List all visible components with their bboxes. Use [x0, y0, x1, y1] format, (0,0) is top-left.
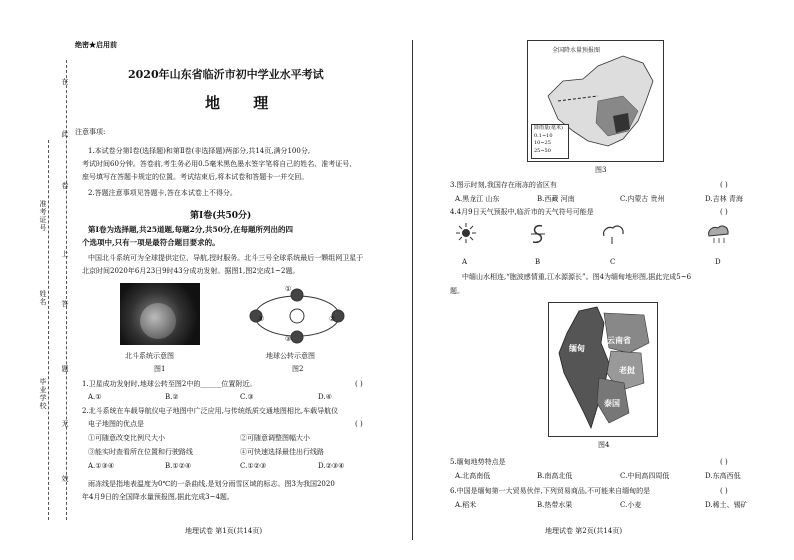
orbit-point: ③	[285, 335, 292, 343]
q5-option[interactable]: A.北高南低	[455, 472, 491, 480]
q4-paren: ( )	[720, 208, 728, 216]
q2-paren: ( )	[355, 420, 363, 428]
section-title: 第Ⅰ卷(共50分)	[190, 211, 252, 221]
passage-line: 北京时间2020年6月23日9时43分成功发射。据图1,图2完成1~2题。	[82, 267, 300, 275]
legend-title: 降雨量(毫米)	[534, 125, 563, 131]
earth-icon	[140, 303, 176, 339]
page-footer: 地理试卷 第1页(共14页)	[185, 527, 263, 535]
q3-option[interactable]: C.内蒙古 贵州	[620, 195, 665, 203]
q2-option[interactable]: D.②③④	[318, 462, 345, 470]
legend-item: 25~50	[534, 147, 551, 154]
map-label-yunnan: 云南省	[607, 335, 631, 345]
map-label-laos: 老挝	[619, 365, 635, 375]
seal-char: 此	[61, 130, 69, 138]
q3-text: 3.图示时刻,我国存在雨冻的省区有	[450, 181, 557, 189]
q2-text: 电子地图的优点是	[88, 420, 144, 428]
fig3-label: 图3	[595, 166, 607, 174]
passage-line: 雨冻线是指地表温度为0℃的一条曲线,是划分雨雪区域的标志。图3为我国2020	[88, 480, 335, 488]
q3-paren: ( )	[720, 181, 728, 189]
q2-option[interactable]: A.①③④	[88, 462, 115, 470]
fig1-satellite-image	[120, 283, 200, 345]
name-label: 姓名	[39, 290, 47, 306]
fig4-label: 图4	[598, 441, 610, 449]
section-desc: 个选项中,只有一项是最符合题目要求的。	[82, 238, 220, 247]
q2-statement: ②可随意调整图幅大小	[240, 434, 310, 442]
legend-item: 0.1~10	[534, 132, 553, 139]
exam-title: 2020年山东省临沂市初中学业水平考试	[128, 68, 324, 81]
q2-statement: ④可快速选择最佳出行线路	[240, 448, 324, 456]
fig4-myanmar-map	[548, 302, 658, 437]
q5-text: 5.缅甸地势特点是	[450, 458, 506, 466]
fig3-title: 全国降水量预报图	[552, 47, 601, 54]
q3-option[interactable]: A.黑龙江 山东	[455, 195, 500, 203]
myanmar-map-icon	[549, 303, 657, 436]
q6-text: 6.中国是缅甸第一大贸易伙伴,下列贸易商品,不可能来自缅甸的是	[450, 487, 651, 495]
legend-item: 10~25	[534, 140, 551, 146]
map-label-myanmar: 缅甸	[569, 343, 585, 353]
seal-char: 无	[61, 420, 69, 428]
passage-line: 中缅山水相连,“胞波感情重,江水源源长”。图4为缅甸地形图,据此完成5~6	[462, 273, 692, 281]
q6-option[interactable]: C.小麦	[620, 501, 642, 509]
seal-char: 在	[61, 78, 69, 86]
q1-option[interactable]: B.②	[165, 393, 179, 401]
orbit-point: ①	[285, 285, 292, 293]
exam-no-label: 准考证号	[39, 200, 47, 232]
rain-cloud-icon	[600, 222, 626, 246]
q6-option[interactable]: B.热带水果	[537, 501, 573, 509]
map-label-thailand: 泰国	[604, 398, 620, 408]
notice-head: 注意事项:	[75, 128, 106, 136]
fig3-precipitation-map	[527, 40, 664, 162]
notice-line: 座号填写在答题卡规定的位置。考试结束后,将本试卷和答题卡一并交回。	[82, 173, 309, 181]
seal-line	[66, 60, 67, 520]
q5-option[interactable]: D.东高西低	[705, 472, 741, 480]
seal-char: 题	[61, 365, 69, 373]
fig2-caption: 地球公转示意图	[266, 352, 315, 360]
q4-option[interactable]: D	[715, 258, 721, 266]
seal-char: 效	[61, 475, 69, 483]
fig1-caption: 北斗系统示意图	[125, 352, 174, 360]
q2-text: 2.北斗系统在车载导航仪电子地图中广泛应用,与传统纸质交通地图相比,车载导航仪	[82, 407, 339, 415]
q1-text: 1.卫星成功发射时,地球公转至图2中的______位置附近。	[82, 380, 257, 388]
q1-option[interactable]: D.④	[318, 393, 332, 401]
binding-line	[48, 140, 49, 520]
notice-line: 2.答题注意事项见答题卡,答在本试卷上不得分。	[88, 189, 237, 197]
q2-option[interactable]: C.①②③	[240, 462, 267, 470]
secret-label: 绝密★启用前	[75, 40, 117, 49]
sun-icon	[455, 222, 477, 244]
q2-statement: ①可随意改变比例尺大小	[88, 434, 165, 442]
page-divider	[412, 40, 413, 540]
notice-line: 1.本试卷分第Ⅰ卷(选择题)和第Ⅱ卷(非选择题)两部分,共14页,满分100分,	[88, 147, 311, 155]
q1-option[interactable]: C.③	[240, 393, 254, 401]
seal-char: 上	[61, 250, 69, 258]
passage-line: 中国北斗系统可为全球提供定位、导航,授时服务。北斗三号全球系统最后一颗组网卫星于	[88, 254, 364, 262]
q4-option[interactable]: B	[535, 258, 541, 266]
q4-option[interactable]: A	[462, 258, 468, 266]
fig3-legend	[531, 124, 569, 159]
orbit-point: ④	[258, 315, 265, 323]
q1-option[interactable]: A.①	[88, 393, 102, 401]
passage-line: 题。	[450, 287, 464, 295]
q5-paren: ( )	[720, 458, 728, 466]
q1-paren: ( )	[355, 380, 363, 388]
q4-text: 4.4月9日天气预报中,临沂市的天气符号可能是	[450, 208, 594, 216]
q4-option[interactable]: C	[610, 258, 616, 266]
sandstorm-icon	[528, 222, 548, 246]
q6-option[interactable]: A.稻米	[455, 501, 477, 509]
school-label: 毕业学校	[39, 378, 47, 410]
q6-option[interactable]: D.稀土、锡矿	[705, 501, 748, 509]
passage-line: 年4月9日的全国降水量预报图,据此完成3~4题。	[82, 493, 234, 501]
q5-option[interactable]: B.南高北低	[537, 472, 573, 480]
seal-char: 答	[61, 300, 69, 308]
fig1-label: 图1	[154, 365, 166, 373]
q5-option[interactable]: C.中间高四周低	[620, 472, 670, 480]
q2-option[interactable]: B.①②④	[165, 462, 192, 470]
section-desc: 第Ⅰ卷为选择题,共25道题,每题2分,共50分,在每题所列出的四	[88, 225, 294, 234]
seal-char: 卷	[61, 182, 69, 190]
orbit-point: ②	[329, 315, 336, 323]
page-footer: 地理试卷 第2页(共14页)	[545, 527, 623, 535]
fig2-label: 图2	[292, 365, 304, 373]
q6-paren: ( )	[720, 487, 728, 495]
subject-title: 地 理	[205, 94, 283, 112]
q3-option[interactable]: B.西藏 河南	[537, 195, 575, 203]
snow-cloud-icon	[705, 222, 731, 246]
notice-line: 考试时间60分钟。答卷前,考生务必用0.5毫米黑色墨水签字笔将自己的姓名、准考证号、	[82, 160, 357, 168]
q3-option[interactable]: D.吉林 青海	[705, 195, 743, 203]
q2-statement: ③能实时查看所在位置和行驶路线	[88, 448, 193, 456]
